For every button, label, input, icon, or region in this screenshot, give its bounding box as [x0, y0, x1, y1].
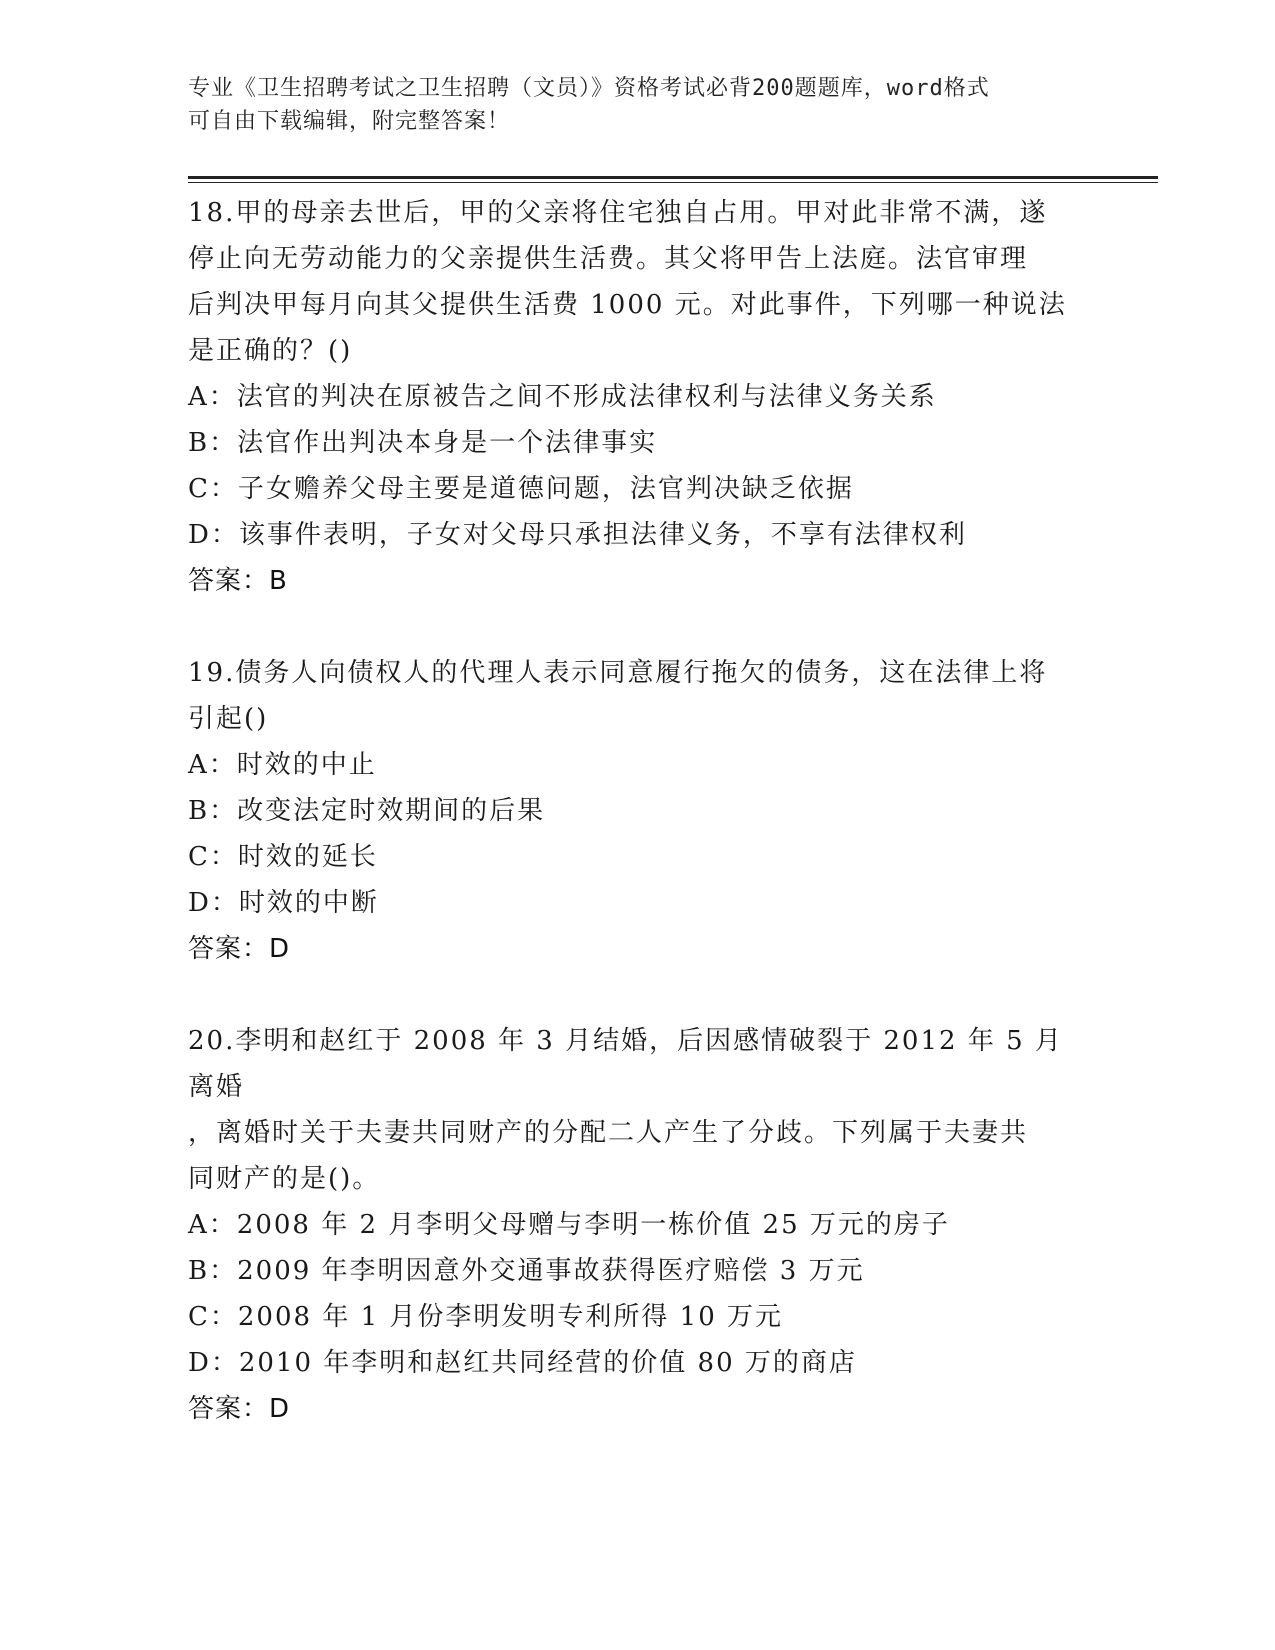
option-c: C：时效的延长	[188, 842, 378, 872]
option-b: B：法官作出判决本身是一个法律事实	[188, 428, 658, 458]
question-list	[188, 190, 1088, 1432]
header-line-2: 可自由下载编辑，附完整答案！	[188, 109, 511, 134]
question-19	[188, 650, 1088, 972]
question-stem-line: 引起()	[188, 704, 269, 734]
option-a: A：2008 年 2 月李明父母赠与李明一栋价值 25 万元的房子	[188, 1210, 950, 1240]
question-20	[188, 1018, 1088, 1432]
option-a: A：法官的判决在原被告之间不形成法律权利与法律义务关系	[188, 382, 937, 412]
option-c: C：子女赡养父母主要是道德问题，法官判决缺乏依据	[188, 474, 854, 504]
question-stem-line: 19.债务人向债权人的代理人表示同意履行拖欠的债务，这在法律上将	[188, 658, 1048, 688]
option-a: A：时效的中止	[188, 750, 377, 780]
question-stem-line: 后判决甲每月向其父提供生活费 1000 元。对此事件，下列哪一种说法	[188, 290, 1067, 320]
header-divider-thin	[188, 182, 1158, 183]
option-d: D：该事件表明，子女对父母只承担法律义务，不享有法律权利	[188, 520, 967, 550]
question-spacer	[188, 972, 1088, 1018]
question-18	[188, 190, 1088, 604]
question-spacer	[188, 604, 1088, 650]
question-stem-line: ，离婚时关于夫妻共同财产的分配二人产生了分歧。下列属于夫妻共	[188, 1118, 1029, 1148]
header-line-1: 专业《卫生招聘考试之卫生招聘（文员）》资格考试必背200题题库，word格式	[188, 76, 990, 101]
option-b: B：2009 年李明因意外交通事故获得医疗赔偿 3 万元	[188, 1256, 865, 1286]
header-divider-thick	[188, 176, 1158, 179]
question-stem-line: 20.李明和赵红于 2008 年 3 月结婚，后因感情破裂于 2012 年 5 月离婚	[188, 1026, 1063, 1102]
question-stem-line: 停止向无劳动能力的父亲提供生活费。其父将甲告上法庭。法官审理	[188, 244, 1029, 274]
option-d: D：2010 年李明和赵红共同经营的价值 80 万的商店	[188, 1348, 857, 1378]
question-stem-line: 是正确的？()	[188, 336, 353, 366]
answer-line: 答案：D	[188, 934, 291, 964]
option-c: C：2008 年 1 月份李明发明专利所得 10 万元	[188, 1302, 784, 1332]
document-header	[188, 72, 1088, 138]
question-stem-line: 同财产的是()。	[188, 1164, 381, 1194]
answer-line: 答案：D	[188, 1394, 291, 1424]
answer-line: 答案：B	[188, 566, 288, 596]
option-d: D：时效的中断	[188, 888, 379, 918]
question-stem-line: 18.甲的母亲去世后，甲的父亲将住宅独自占用。甲对此非常不满，遂	[188, 198, 1048, 228]
option-b: B：改变法定时效期间的后果	[188, 796, 546, 826]
